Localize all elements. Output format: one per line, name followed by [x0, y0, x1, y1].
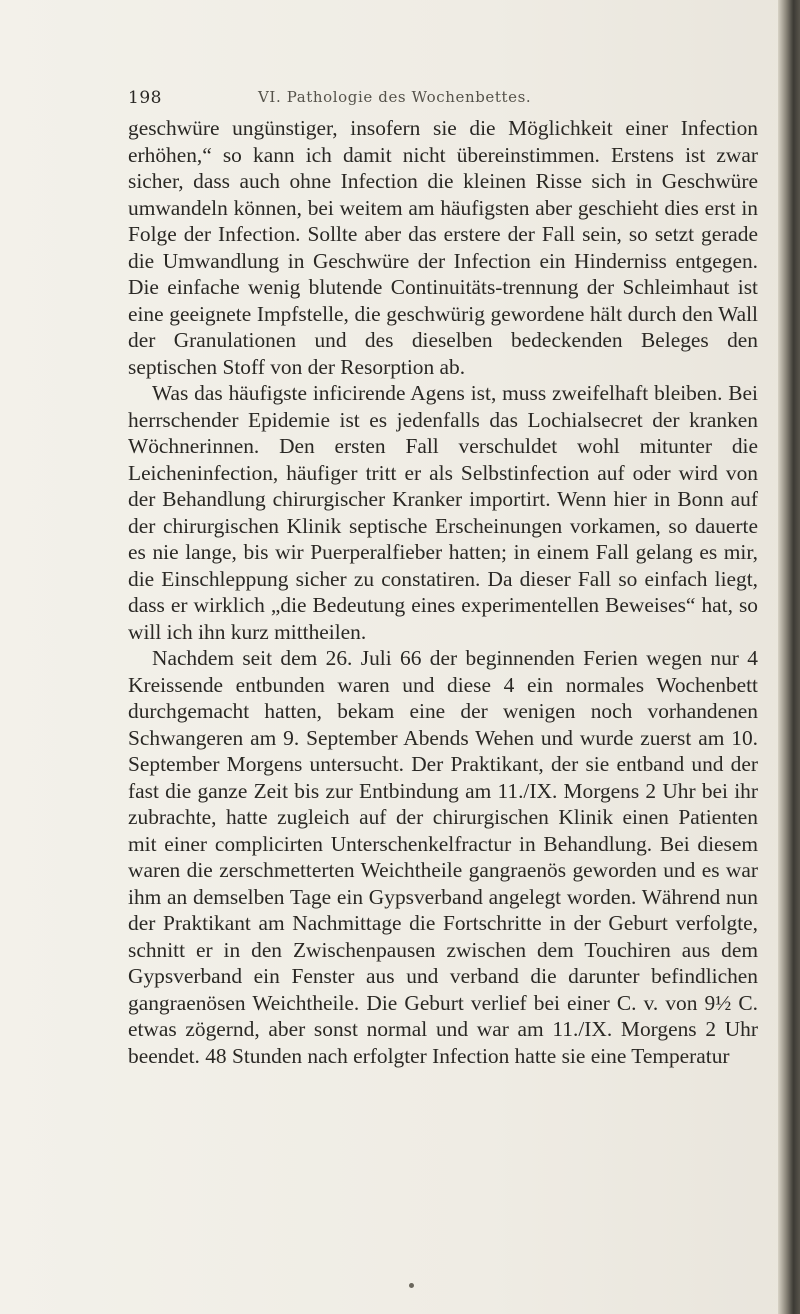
running-head: VI. Pathologie des Wochenbettes. — [258, 88, 532, 106]
page-header — [128, 88, 768, 118]
body-text — [128, 115, 758, 1069]
book-binding-edge — [778, 0, 800, 1314]
ink-speck — [409, 1283, 414, 1288]
paragraph-case-report: Nachdem seit dem 26. Juli 66 der beginnenden Ferien wegen nur 4 Kreissende entbunden waren und diese 4 ein normales Wochenbett durchgemacht hatten, bekam eine der wenigen noch vorhandenen Schwangeren am 9. September Abends Wehen und wurde zuerst am 10. September Morgens untersucht. Der Praktikant, der sie entband und der fast die ganze Zeit bis zur Entbindung am 11./IX. Morgens 2 Uhr bei ihr zubrachte, hatte zugleich auf der chirurgischen Klinik einen Patienten mit einer complicirten Unterschenkelfractur in Behandlung. Bei diesem waren die zerschmetterten Weichtheile gangraenös geworden und es war ihm an demselben Tage ein Gypsverband angelegt worden. Während nun der Praktikant am Nachmittage die Fortschritte in der Geburt verfolgte, schnitt er in den Zwischenpausen zwischen dem Touchiren aus dem Gypsverband ein Fenster aus und verband die darunter befindlichen gangraenösen Weichtheile. Die Geburt verlief bei einer C. v. von 9½ C. etwas zögernd, aber sonst normal und war am 11./IX. Morgens 2 Uhr beendet. 48 Stunden nach erfolgter Infection hatte sie eine Temperatur — [128, 646, 758, 1068]
page-number: 198 — [128, 88, 162, 108]
paragraph-infective-agent: Was das häufigste inficirende Agens ist, muss zweifelhaft bleiben. Bei herrschender Epidemie ist es jedenfalls das Lochialsecret der kranken Wöchnerinnen. Den ersten Fall verschuldet wohl mitunter die Leicheninfection, häufiger tritt er als Selbstinfection auf oder wird von der Behandlung chirurgischer Kranker importirt. Wenn hier in Bonn auf der chirurgischen Klinik septische Erscheinungen vorkamen, so dauerte es nie lange, bis wir Puerperalfieber hatten; in einem Fall gelang es mir, die Einschleppung sicher zu constatiren. Da dieser Fall so einfach liegt, dass er wirklich „die Bedeutung eines experimentellen Beweises“ hat, so will ich ihn kurz mittheilen. — [128, 381, 758, 644]
paragraph-continuation: geschwüre ungünstiger, insofern sie die Möglichkeit einer Infection erhöhen,“ so kann ich damit nicht übereinstimmen. Erstens ist zwar sicher, dass auch ohne Infection die kleinen Risse sich in Geschwüre umwandeln können, bei weitem am häufigsten aber geschieht dies erst in Folge der Infection. Sollte aber das erstere der Fall sein, so setzt gerade die Umwandlung in Geschwüre der Infection ein Hinderniss entgegen. Die einfache wenig blutende Continuitäts-trennung der Schleimhaut ist eine geeignete Impfstelle, die geschwürig gewordene hält durch den Wall der Granulationen und des dieselben bedeckenden Beleges den septischen Stoff von der Resorption ab. — [128, 116, 758, 379]
